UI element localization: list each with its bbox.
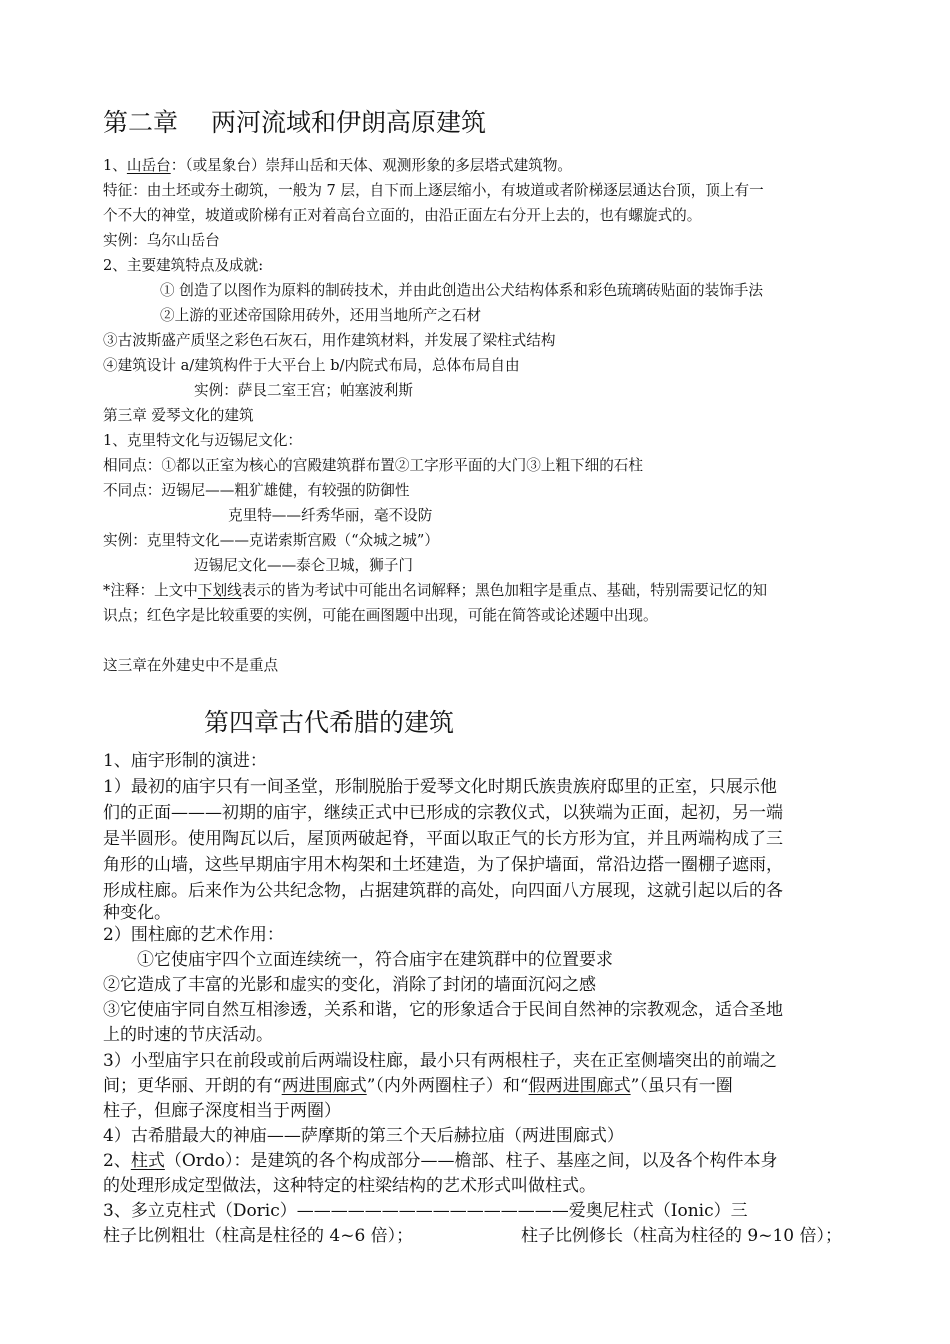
paragraph-line: 克里特——纤秀华丽，毫不设防 [228,507,433,524]
list-item: ③古波斯盛产质坚之彩色石灰石，用作建筑材料，并发展了梁柱式结构 [103,332,556,349]
paragraph-line: 2）围柱廊的艺术作用： [103,925,284,945]
paragraph-line: 2、柱式（Ordo）：是建筑的各个构成部分——檐部、柱子、基座之间，以及各个构件本身 [103,1151,778,1171]
paragraph-line: 不同点：迈锡尼——粗犷雄健，有较强的防御性 [103,482,410,499]
list-item: ①它使庙宇四个立面连续统一，符合庙宇在建筑群中的位置要求 [137,950,613,970]
note-line: 这三章在外建史中不是重点 [103,657,279,674]
paragraph-line: 柱子，但廊子深度相当于两圈） [103,1101,341,1121]
paragraph-line: 实例：克里特文化——克诺索斯宫殿（“众城之城”） [103,532,439,549]
underlined-term: 山岳台 [126,157,171,174]
note-line: *注释：上文中下划线表示的皆为考试中可能出名词解释；黑色加粗字是重点、基础，特别需要记忆的知 [103,582,768,599]
list-item: ③它使庙宇同自然互相渗透，关系和谐，它的形象适合于民间自然神的宗教观念，适合圣地 [103,1000,783,1020]
paragraph-line: 实例：萨艮二室王宫；帕塞波利斯 [194,382,413,399]
paragraph-line: 1、克里特文化与迈锡尼文化： [103,432,303,449]
paragraph-line-left: 柱子比例粗壮（柱高是柱径的 4~6 倍）； [103,1226,414,1246]
list-item: ① 创造了以图作为原料的制砖技术，并由此创造出公犬结构体系和彩色琉璃砖贴面的装饰手法 [160,282,763,299]
chapter-3-title: 第三章 爱琴文化的建筑 [103,407,254,424]
underlined-term: 下划线 [197,582,242,599]
paragraph-line: 的处理形成定型做法，这种特定的柱梁结构的艺术形式叫做柱式。 [103,1176,596,1196]
paragraph-line-right: 柱子比例修长（柱高为柱径的 9~10 倍）； [521,1226,842,1246]
list-item: ②上游的亚述帝国除用砖外，还用当地所产之石材 [160,307,482,324]
paragraph-line: 3）小型庙宇只在前段或前后两端设柱廊，最小只有两根柱子，夹在正室侧墙突出的前端之 [103,1051,777,1071]
paragraph-line: 间；更华丽、开朗的有“两进围廊式”（内外两圈柱子）和“假两进围廊式”（虽只有一圈 [103,1076,733,1096]
paragraph-line: 3、多立克柱式（Doric）————————————————爱奥尼柱式（Ionic）三 [103,1201,748,1221]
paragraph-line: 种变化。 [103,903,171,923]
paragraph-line: 1、山岳台：（或星象台）崇拜山岳和天体、观测形象的多层塔式建筑物。 [103,157,573,174]
paragraph-line: 们的正面———初期的庙宇，继续正式中已形成的宗教仪式，以狭端为正面，起初，另一端 [103,803,783,823]
paragraph-line: 相同点：①都以正室为核心的宫殿建筑群布置②工字形平面的大门③上粗下细的石柱 [103,457,643,474]
list-item: ②它造成了丰富的光影和虚实的变化，消除了封闭的墙面沉闷之感 [103,975,596,995]
paragraph-line: 特征：由土坯或夯土砌筑，一般为 7 层，自下而上逐层缩小，有坡道或者阶梯逐层通达台顶，顶上有一 [103,182,764,199]
paragraph-line: 个不大的神堂，坡道或阶梯有正对着高台立面的，由沿正面左右分开上去的，也有螺旋式的。 [103,207,702,224]
underlined-term: 假两进围廊式 [528,1076,631,1096]
paragraph-line: 上的时速的节庆活动。 [103,1025,273,1045]
paragraph-line: 实例：乌尔山岳台 [103,232,220,249]
chapter-4-title: 第四章古代希腊的建筑 [204,708,455,737]
paragraph-line: 2、主要建筑特点及成就: [103,257,264,274]
paragraph-line: 迈锡尼文化——泰仑卫城，狮子门 [194,557,413,574]
paragraph-line: 1）最初的庙宇只有一间圣堂，形制脱胎于爱琴文化时期氏族贵族府邸里的正室，只展示他 [103,777,777,797]
list-item: ④建筑设计 a/建筑构件于大平台上 b/内院式布局，总体布局自由 [103,357,520,374]
paragraph-line: 是半圆形。使用陶瓦以后，屋顶两破起脊，平面以取正气的长方形为宜，并且两端构成了三 [103,829,783,849]
paragraph-line: 1、庙宇形制的演进： [103,751,267,771]
paragraph-line: 角形的山墙，这些早期庙宇用木构架和土坯建造，为了保护墙面，常沿边搭一圈棚子遮雨， [103,855,783,875]
note-line: 识点；红色字是比较重要的实例，可能在画图题中出现，可能在简答或论述题中出现。 [103,607,658,624]
paragraph-line: 形成柱廊。后来作为公共纪念物，占据建筑群的高处，向四面八方展现，这就引起以后的各 [103,881,783,901]
paragraph-line: 4）古希腊最大的神庙——萨摩斯的第三个天后赫拉庙（两进围廊式） [103,1126,624,1146]
underlined-term: 柱式 [130,1151,165,1171]
underlined-term: 两进围廊式 [281,1076,367,1096]
chapter-2-title: 第二章 两河流域和伊朗高原建筑 [103,108,486,137]
